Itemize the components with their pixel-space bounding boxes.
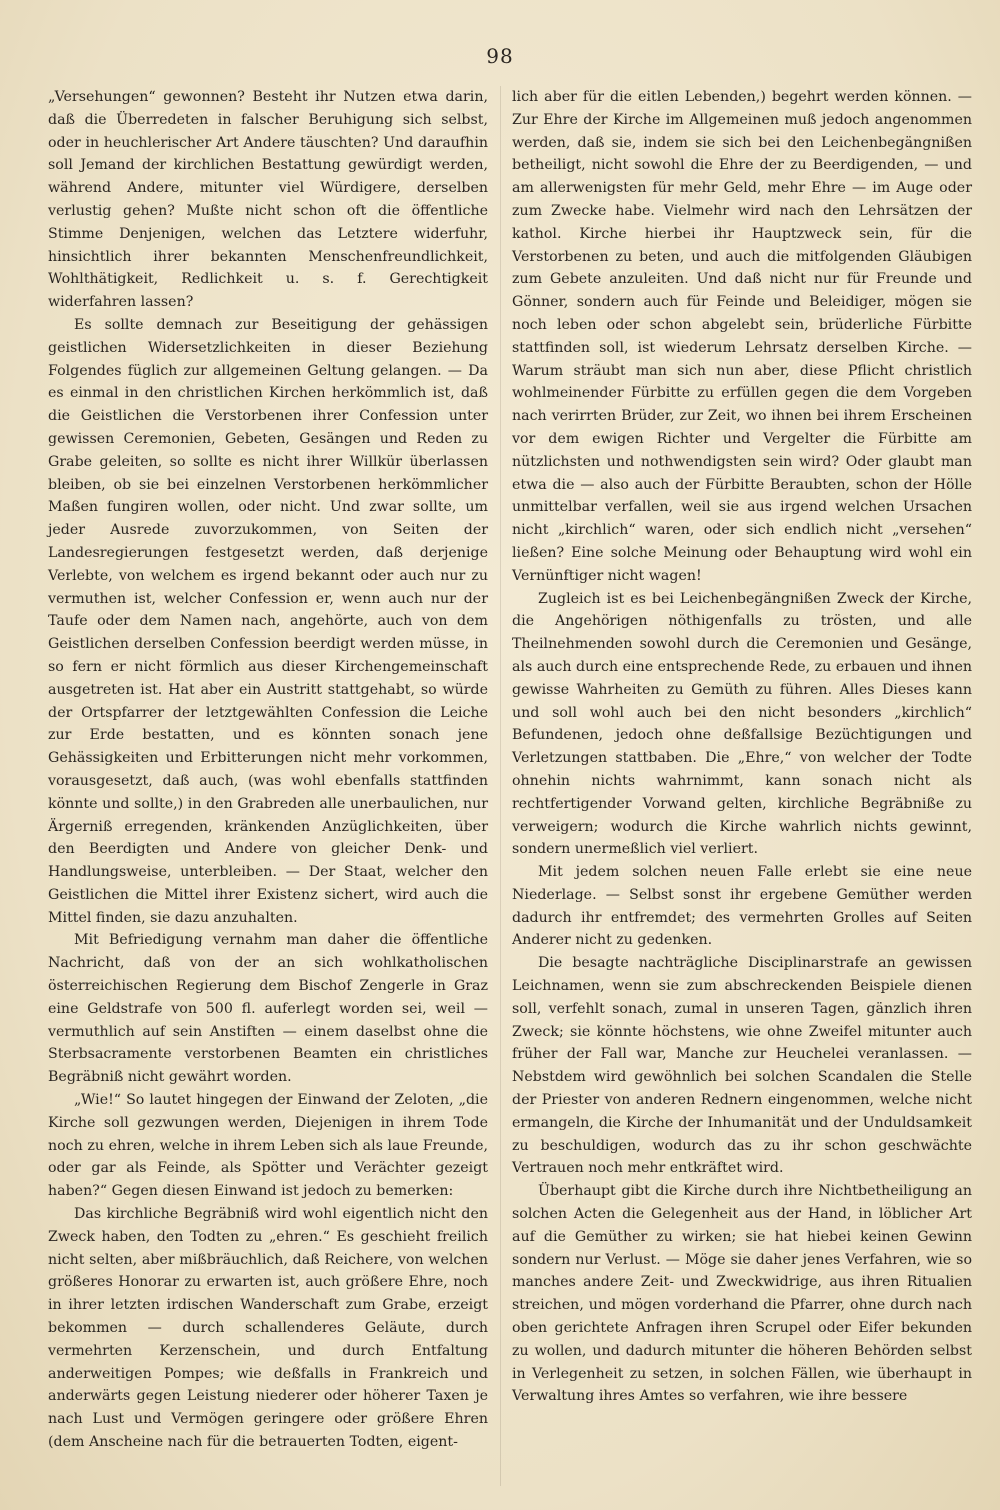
paragraph: Die besagte nachträgliche Disciplinarstrafe an gewissen Leichnamen, wenn sie zum abschreckenden Beispiele dienen soll, verfehlt sonach, zumal in unseren Tagen, gänzlich ihren Zweck; sie könnte höchstens, wie ohne Zweifel mitunter auch früher der Fall war, Manche zur Heuchelei veranlassen. — Nebstdem wird gewöhnlich bei solchen Scandalen die Stelle der Priester von anderen Rednern eingenommen, welche nicht ermangeln, die Kirche der Inhumanität und der Unduldsamkeit zu beschuldigen, wodurch das zu ihr schon geschwächte Vertrauen noch mehr entkräftet wird. xyxy=(512,955,972,1177)
paragraph: Mit Befriedigung vernahm man daher die öffentliche Nachricht, daß von der an sich wohlkatholischen österreichischen Regierung dem Bischof Zengerle in Graz eine Geldstrafe von 500 fl. auferlegt worden sei, weil — vermuthlich auf sein Anstiften — einem daselbst ohne die Sterbsacramente verstorbenen Beamten ein christliches Begräbniß nicht gewährt worden. xyxy=(48,932,488,1086)
paragraph: Es sollte demnach zur Beseitigung der gehässigen geistlichen Widersetzlichkeiten in dieser Beziehung Folgendes füglich zur allgemeinen Geltung gelangen. — Da es einmal in den christlichen Kirchen herkömmlich ist, daß die Geistlichen die Verstorbenen ihrer Confession unter gewissen Ceremonien, Gebeten, Gesängen und Reden zu Grabe geleiten, so sollte es nicht ihrer Willkür überlassen bleiben, ob sie bei einzelnen Verstorbenen herkömmlicher Maßen fungiren wollen, oder nicht. Und zwar sollte, um jeder Ausrede zuvorzukommen, von Seiten der Landesregierungen festgesetzt werden, daß derjenige Verlebte, von welchem es irgend bekannt oder auch nur zu vermuthen ist, welcher Confession er, wenn auch nur der Taufe oder dem Namen nach, angehörte, auch von dem Geistlichen derselben Confession beerdigt werden müsse, in so fern er nicht förmlich aus dieser Kirchengemeinschaft ausgetreten ist. Hat aber ein Austritt stattgehabt, so würde der Ortspfarrer der letztgewählten Confession die Leiche zur Erde bestatten, und es könnten sonach jene Gehässigkeiten und Erbitterungen nicht mehr vorkommen, vorausgesetzt, daß auch, (was wohl ebenfalls stattfinden könnte und sollte,) in den Grabreden alle unerbaulichen, nur Ärgerniß erregenden, kränkenden Anzüglichkeiten, über den Beerdigten und Andere von gleicher Denk- und Handlungsweise, unterbleiben. — Der Staat, welcher den Geistlichen die Mittel ihrer Existenz sichert, wird auch die Mittel finden, sie dazu anzuhalten. xyxy=(48,316,488,926)
paragraph: Zugleich ist es bei Leichenbegängnißen Zweck der Kirche, die Angehörigen nöthigenfalls zu trösten, und alle Theilnehmenden sowohl durch die Ceremonien und Gesänge, als auch durch eine entsprechende Rede, zu erbauen und ihnen gewisse Wahrheiten zu Gemüth zu führen. Alles Dieses kann und soll wohl auch bei den nicht besonders „kirchlich“ Befundenen, jedoch ohne deßfallsige Bezüchtigungen und Verletzungen stattbaben. Die „Ehre,“ von welcher der Todte ohnehin nichts wahrnimmt, kann sonach nicht als rechtfertigender Vorwand gelten, kirchliche Begräbniße zu verweigern; wodurch die Kirche wahrlich nichts gewinnt, sondern unermeßlich viel verliert. xyxy=(512,590,972,858)
paragraph: Überhaupt gibt die Kirche durch ihre Nichtbetheiligung an solchen Acten die Gelegenheit aus der Hand, in löblicher Art auf die Gemüther zu wirken; sie hat hiebei keinen Gewinn sondern nur Verlust. — Möge sie daher jenes Verfahren, wie so manches andere Zeit- und Zweckwidrige, aus ihren Ritualien streichen, und mögen vorderhand die Pfarrer, ohne durch nach oben gerichtete Anfragen ihren Scrupel oder Eifer bekunden zu wollen, und dadurch mitunter die höheren Behörden selbst in Verlegenheit zu setzen, in solchen Fällen, wie überhaupt in Verwaltung ihres Amtes so verfahren, wie ihre bessere xyxy=(512,1183,972,1405)
page-number: 98 xyxy=(486,44,514,68)
paragraph: lich aber für die eitlen Lebenden,) begehrt werden können. — Zur Ehre der Kirche im Allgemeinen muß jedoch angenommen werden, daß sie, indem sie sich bei den Leichenbegängnißen betheiligt, nicht sowohl die Ehre der zu Beerdigenden, — und am allerwenigsten für mehr Geld, mehr Ehre — im Auge oder zum Zwecke habe. Vielmehr wird nach den Lehrsätzen der kathol. Kirche hierbei ihr Hauptzweck sein, für die Verstorbenen zu beten, und auch die mitfolgenden Gläubigen zum Gebete anzuleiten. Und daß nicht nur für Freunde und Gönner, sondern auch für Feinde und Beleidiger, mögen sie noch leben oder schon abgelebt sein, brüderliche Fürbitte stattfinden soll, ist wiederum Lehrsatz derselben Kirche. — Warum sträubt man sich nun aber, diese Pflicht christlich wohlmeinender Fürbitte zu erfüllen gegen die dem Vorgeben nach verirrten Brüder, zur Zeit, wo ihnen bei ihrem Erscheinen vor dem ewigen Richter und Vergelter die Fürbitte am nützlichsten und nothwendigsten sein wird? Oder glaubt man etwa die — also auch der Fürbitte Beraubten, schon der Hölle unmittelbar verfallen, weil sie aus irgend welchen Ursachen nicht „kirchlich“ waren, oder sich endlich nicht „versehen“ ließen? Eine solche Meinung oder Behauptung wird wohl ein Vernünftiger nicht wagen! xyxy=(512,89,972,584)
paragraph: „Wie!“ So lautet hingegen der Einwand der Zeloten, „die Kirche soll gezwungen werden, Diejenigen in ihrem Tode noch zu ehren, welche in ihrem Leben sich als laue Freunde, oder gar als Feinde, als Spötter und Verächter gezeigt haben?“ Gegen diesen Einwand ist jedoch zu bemerken: xyxy=(48,1092,488,1200)
paragraph: Das kirchliche Begräbniß wird wohl eigentlich nicht den Zweck haben, den Todten zu „ehren.“ Es geschieht freilich nicht selten, aber mißbräuchlich, daß Reichere, von welchen größeres Honorar zu erwarten ist, auch größere Ehre, noch in ihrer letzten irdischen Wanderschaft zum Grabe, erzeigt bekommen — durch schallenderes Geläute, durch vermehrten Kerzenschein, und durch Entfaltung anderweitigen Pompes; wie deßfalls in Frankreich und anderwärts gegen Leistung niederer oder höherer Taxen je nach Lust und Vermögen geringere oder größere Ehren (dem Anscheine nach für die betrauerten Todten, eigent- xyxy=(48,1206,488,1451)
paragraph: Mit jedem solchen neuen Falle erlebt sie eine neue Niederlage. — Selbst sonst ihr ergebene Gemüther werden dadurch ihr entfremdet; des vermehrten Grolles auf Seiten Anderer nicht zu gedenken. xyxy=(512,864,972,949)
left-column xyxy=(48,86,488,1454)
column-divider xyxy=(500,86,501,1486)
right-column xyxy=(512,86,972,1408)
paragraph: „Versehungen“ gewonnen? Besteht ihr Nutzen etwa darin, daß die Überredeten in falscher Beruhigung sich selbst, oder in heuchlerischer Art Andere täuschten? Und daraufhin soll Jemand der kirchlichen Bestattung gewürdigt werden, während Andere, mitunter viel Würdigere, derselben verlustig gehen? Mußte nicht schon oft die öffentliche Stimme Denjenigen, welchen das Letztere widerfuhr, hinsichtlich ihrer bekannten Menschenfreundlichkeit, Wohlthätigkeit, Redlichkeit u. s. f. Gerechtigkeit widerfahren lassen? xyxy=(48,89,488,311)
